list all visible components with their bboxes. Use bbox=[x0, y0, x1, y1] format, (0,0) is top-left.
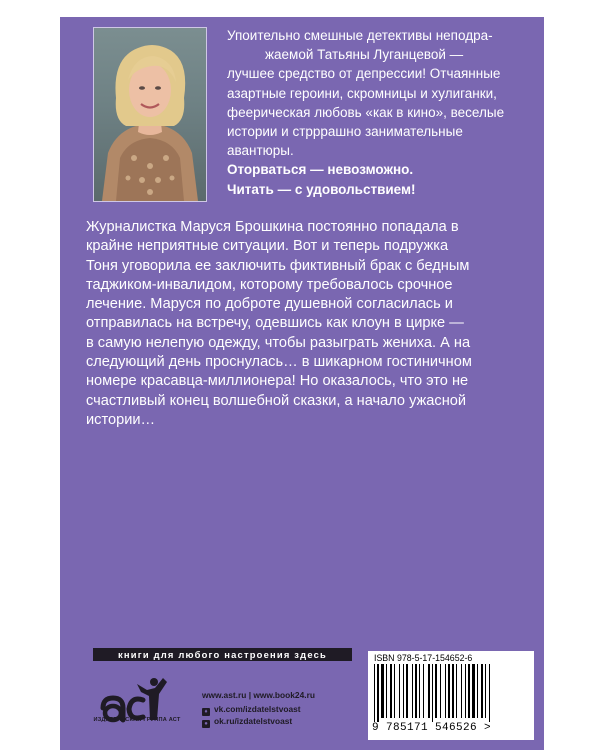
author-photo bbox=[93, 27, 207, 202]
blurb-line: крайне неприятные ситуации. Вот и теперь подружка bbox=[86, 238, 449, 255]
intro-line: феерическая любовь «как в кино», веселые bbox=[227, 104, 505, 120]
vk-link[interactable]: vk.com/izdatelstvoast bbox=[214, 703, 301, 714]
blurb-line: таджиком-инвалидом, которому требовалось срочное bbox=[86, 276, 453, 293]
author-intro bbox=[227, 26, 532, 199]
publisher-links bbox=[202, 690, 315, 728]
blurb-line: следующий день проснулась… в шикарном гостиничном bbox=[86, 354, 472, 371]
blurb-line: Тоня уговорила ее заключить фиктивный брак с бедным bbox=[86, 257, 470, 274]
barcode-digits: 9 785171 546526 > bbox=[372, 722, 492, 734]
back-cover bbox=[60, 17, 544, 750]
blurb-line: в самую нелепую одежду, чтобы разыграть жениха. А на bbox=[86, 334, 471, 351]
intro-line: азартные героини, скромницы и хулиганки, bbox=[227, 85, 497, 101]
tagline-1: Оторваться — невозможно. bbox=[227, 162, 414, 178]
blurb-line: истории… bbox=[86, 411, 156, 428]
ok-link[interactable]: ok.ru/izdatelstvoast bbox=[214, 715, 293, 726]
author-portrait-image bbox=[94, 28, 206, 201]
websites-link[interactable]: www.ast.ru | www.book24.ru bbox=[202, 690, 315, 700]
intro-line: истории и стрррашно занимательные bbox=[227, 124, 463, 140]
blurb-line: отправилась на встречу, одевшись как клоун в цирке — bbox=[86, 315, 464, 332]
blurb-line: лечение. Маруся по доброте душевной согласилась и bbox=[86, 296, 453, 313]
barcode bbox=[372, 664, 530, 722]
blurb-line: счастливый конец волшебной сказки, а начало ужасной bbox=[86, 392, 467, 409]
vk-icon: ♦ bbox=[202, 708, 210, 716]
blurb-line: номере красавца-миллионера! Но оказалось, что это не bbox=[86, 373, 469, 390]
intro-line: Упоительно смешные детективы неподра- bbox=[227, 28, 493, 43]
publisher-caption: ИЗДАТЕЛЬСКАЯ ГРУППА АСТ bbox=[93, 717, 181, 723]
blurb-line: Журналистка Маруся Брошкина постоянно попадала в bbox=[86, 219, 459, 235]
series-bar: книги для любого настроения здесь bbox=[93, 648, 352, 661]
intro-line: жаемой Татьяны Луганцевой — bbox=[265, 47, 464, 63]
intro-line: лучшее средство от депрессии! Отчаянные bbox=[227, 66, 501, 82]
intro-line: авантюры. bbox=[227, 143, 294, 159]
isbn-number: ISBN 978-5-17-154652-6 bbox=[374, 653, 473, 663]
isbn-barcode-box bbox=[368, 651, 534, 740]
book-blurb bbox=[86, 218, 526, 430]
tagline-2: Читать — с удовольствием! bbox=[227, 181, 416, 197]
ast-logo-icon bbox=[97, 674, 171, 738]
ok-icon: ● bbox=[202, 720, 210, 728]
